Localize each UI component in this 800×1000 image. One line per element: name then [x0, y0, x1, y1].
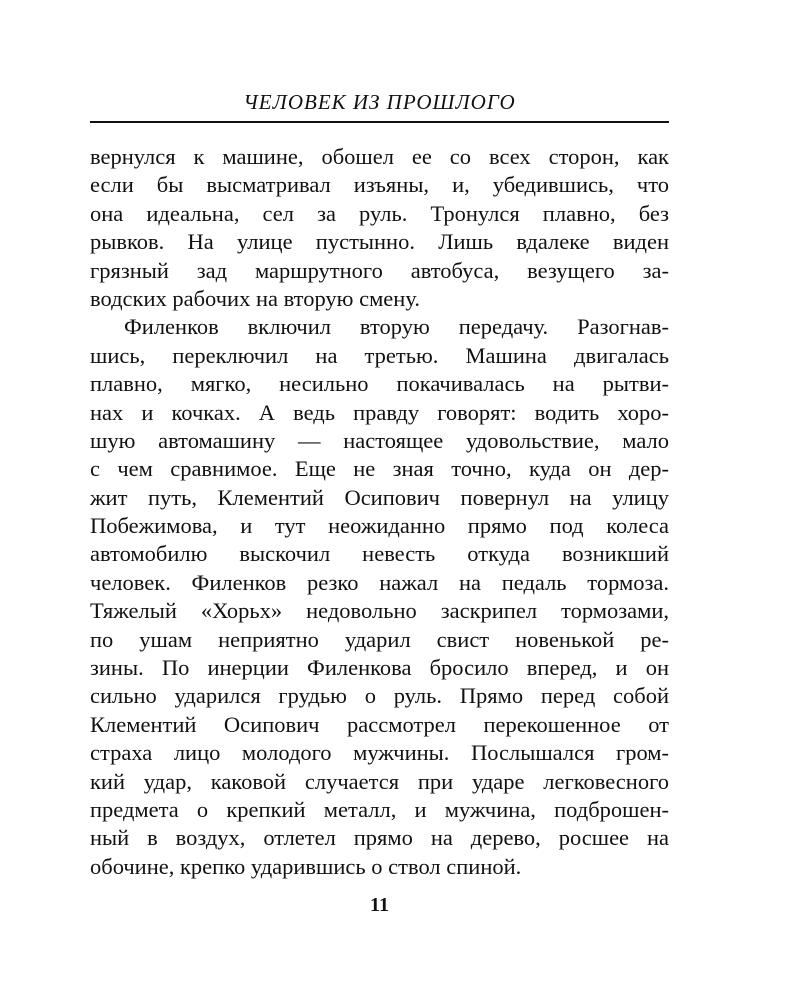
text-line: она идеальна, сел за руль. Тронулся плавно, без — [90, 200, 669, 226]
text-line: водских рабочих на вторую смену. — [90, 285, 420, 311]
text-line: ный в воздух, отлетел прямо на дерево, росшее на — [90, 825, 669, 851]
text-line: шую автомашину — настоящее удовольствие, мало — [90, 427, 669, 453]
text-line: рывков. На улице пустынно. Лишь вдалеке виден — [90, 229, 669, 255]
body-text — [90, 143, 669, 881]
page-number: 11 — [370, 894, 389, 916]
text-line: автомобилю выскочил невесть откуда возникший — [90, 541, 669, 567]
text-line: грязный зад маршрутного автобуса, везущего за- — [90, 257, 669, 283]
text-line: шись, переключил на третью. Машина двигалась — [90, 342, 669, 368]
text-line: жит путь, Клементий Осипович повернул на улицу — [90, 484, 669, 510]
text-line: сильно ударился грудью о руль. Прямо перед собой — [90, 683, 669, 709]
paragraph-1 — [90, 143, 669, 313]
text-line: плавно, мягко, несильно покачивалась на рытви- — [90, 371, 669, 397]
text-line: по ушам неприятно ударил свист новенькой ре- — [90, 626, 669, 652]
text-line: предмета о крепкий металл, и мужчина, подброшен- — [90, 796, 669, 822]
text-line: нах и кочках. А ведь правду говорят: водить хоро- — [90, 399, 669, 425]
text-line: зины. По инерции Филенкова бросило вперед, и он — [90, 655, 669, 681]
text-line: кий удар, каковой случается при ударе легковесного — [90, 768, 669, 794]
text-line: человек. Филенков резко нажал на педаль тормоза. — [90, 569, 669, 595]
text-line: Клементий Осипович рассмотрел перекошенное от — [90, 711, 669, 737]
text-line: вернулся к машине, обошел ее со всех сторон, как — [90, 144, 669, 169]
text-line: обочине, крепко ударившись о ствол спиной. — [90, 853, 522, 879]
header-rule — [90, 121, 669, 123]
paragraph-2 — [90, 313, 669, 881]
text-line: Побежимова, и тут неожиданно прямо под колеса — [90, 513, 669, 539]
running-head: ЧЕЛОВЕК ИЗ ПРОШЛОГО — [243, 90, 516, 114]
text-line: страха лицо молодого мужчины. Послышался гром- — [90, 740, 669, 766]
text-line: если бы высматривал изъяны, и, убедившись, что — [90, 172, 669, 198]
text-line: Тяжелый «Хорьх» недовольно заскрипел тормозами, — [90, 598, 669, 624]
text-line: с чем сравнимое. Еще не зная точно, куда он дер- — [90, 456, 669, 482]
text-line: Филенков включил вторую передачу. Разогнав- — [124, 314, 669, 340]
